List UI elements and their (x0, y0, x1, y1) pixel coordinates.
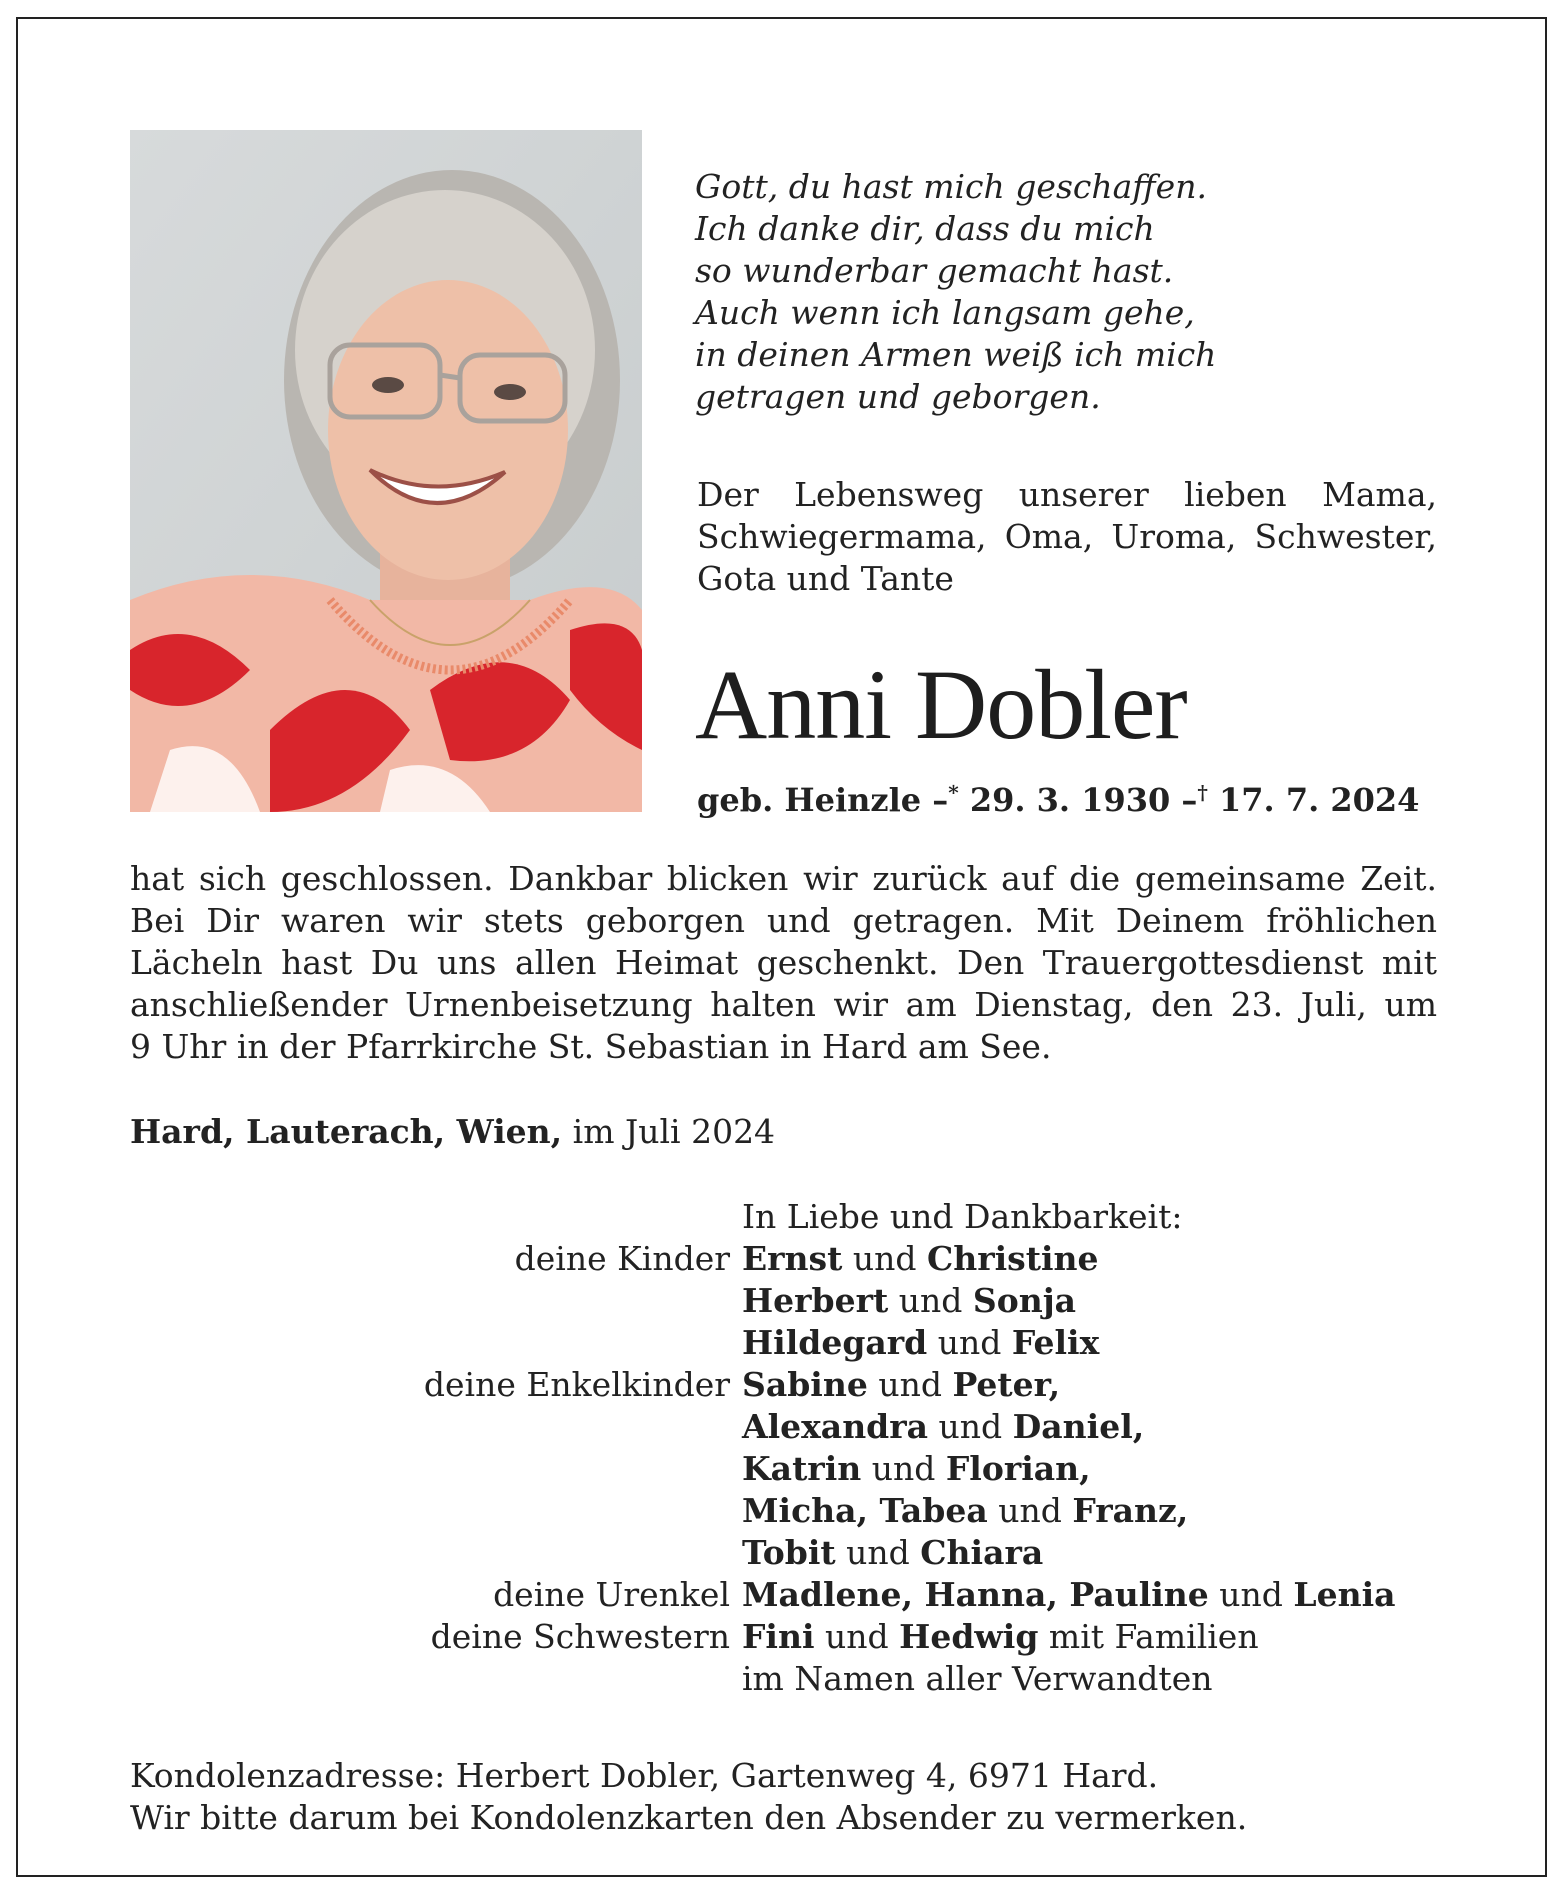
birth-date: 29. 3. 1930 (969, 781, 1171, 819)
family-entry (742, 1616, 1450, 1658)
family-entry (742, 1490, 1450, 1532)
places: Hard, Lauterach, Wien, (130, 1112, 563, 1151)
family-heading: In Liebe und Dankbarkeit: (742, 1197, 1183, 1236)
intro-line: Schwiegermama, Oma, Uroma, Schwester, (697, 517, 1437, 556)
person-name: Christine (927, 1239, 1099, 1278)
person-name: Sonja (972, 1281, 1077, 1320)
conjunction: und (938, 1407, 1003, 1446)
person-name: Lenia (1293, 1575, 1396, 1614)
family-entry (742, 1238, 1450, 1280)
body-line: hat sich geschlossen. Dankbar blicken wir zurück auf die gemeinsame Zeit. (130, 859, 1437, 898)
maiden-name: geb. Heinzle (697, 781, 922, 819)
body-line: Lächeln hast Du uns allen Heimat geschenkt. Den Trauergottesdienst mit (130, 943, 1437, 982)
person-name: Franz, (1072, 1491, 1189, 1530)
person-name: Daniel, (1012, 1407, 1145, 1446)
person-name: Hildegard (742, 1323, 928, 1362)
verse-line: getragen und geborgen. (695, 377, 1101, 416)
family-entry (742, 1532, 1450, 1574)
family-entry (742, 1406, 1450, 1448)
verse-line: in deinen Armen weiß ich mich (695, 335, 1217, 374)
person-name: Peter, (952, 1365, 1061, 1404)
family-list (130, 1196, 1450, 1700)
place-and-date (130, 1110, 775, 1154)
body-text (130, 858, 1437, 1068)
verse-line: Gott, du hast mich geschaffen. (695, 167, 1207, 206)
family-entry (742, 1364, 1450, 1406)
person-name: Herbert (742, 1281, 889, 1320)
birth-mark: * (948, 780, 959, 805)
dash: – (1181, 781, 1198, 819)
conjunction: und (878, 1365, 942, 1404)
conjunction: und (998, 1491, 1062, 1530)
body-line: 9 Uhr in der Pfarrkirche St. Sebastian in Hard am See. (130, 1027, 1052, 1066)
death-date: 17. 7. 2024 (1219, 781, 1420, 819)
grandchildren-label: deine Enkelkinder (423, 1365, 730, 1404)
closing-line: im Namen aller Verwandten (742, 1659, 1213, 1698)
children-label: deine Kinder (514, 1239, 730, 1278)
condolence-note (130, 1755, 1247, 1839)
portrait-photo (130, 130, 642, 812)
person-name: Sabine (742, 1365, 868, 1404)
life-dates (697, 778, 1419, 822)
conjunction: und (937, 1323, 1002, 1362)
person-name: Alexandra (742, 1407, 929, 1446)
body-line: Bei Dir waren wir stets geborgen und getragen. Mit Deinem fröhlichen (130, 901, 1437, 940)
intro-line: Der Lebensweg unserer lieben Mama, (697, 475, 1437, 514)
verse-line: so wunderbar gemacht hast. (695, 251, 1174, 290)
deceased-name: Anni Dobler (695, 649, 1187, 760)
condolence-request: Wir bitte darum bei Kondolenzkarten den Absender zu vermerken. (130, 1798, 1248, 1837)
person-name: Madlene, Hanna, Pauline (742, 1575, 1209, 1614)
verse-line: Ich danke dir, dass du mich (695, 209, 1155, 248)
intro-text (697, 474, 1437, 600)
verse (695, 166, 1455, 418)
portrait-illustration (130, 130, 642, 812)
conjunction: und (852, 1239, 917, 1278)
person-name: Hedwig (899, 1617, 1039, 1656)
great-grandchildren-label: deine Urenkel (493, 1575, 730, 1614)
sisters-label: deine Schwestern (430, 1617, 730, 1656)
death-mark: † (1197, 780, 1208, 805)
dash: – (932, 781, 949, 819)
person-name: Felix (1011, 1323, 1100, 1362)
person-name: Fini (742, 1617, 815, 1656)
condolence-address: Kondolenzadresse: Herbert Dobler, Gartenweg 4, 6971 Hard. (130, 1756, 1159, 1795)
family-entry (742, 1574, 1450, 1616)
person-name: Tobit (742, 1533, 836, 1572)
family-entry (742, 1448, 1450, 1490)
person-name: Katrin (742, 1449, 862, 1488)
intro-line: Gota und Tante (697, 559, 954, 598)
body-line: anschließender Urnenbeisetzung halten wir am Dienstag, den 23. Juli, um (130, 985, 1437, 1024)
verse-line: Auch wenn ich langsam gehe, (695, 293, 1195, 332)
conjunction: und (1219, 1575, 1283, 1614)
conjunction: und (846, 1533, 910, 1572)
conjunction: und (825, 1617, 889, 1656)
month-year: im Juli 2024 (572, 1112, 776, 1151)
person-name: Chiara (920, 1533, 1044, 1572)
family-entry (742, 1280, 1450, 1322)
person-name: Florian, (945, 1449, 1091, 1488)
conjunction: und (871, 1449, 936, 1488)
family-entry (742, 1322, 1450, 1364)
conjunction: und (898, 1281, 963, 1320)
person-name: Micha, Tabea (742, 1491, 988, 1530)
with-families: mit Familien (1048, 1617, 1259, 1656)
person-name: Ernst (742, 1239, 843, 1278)
